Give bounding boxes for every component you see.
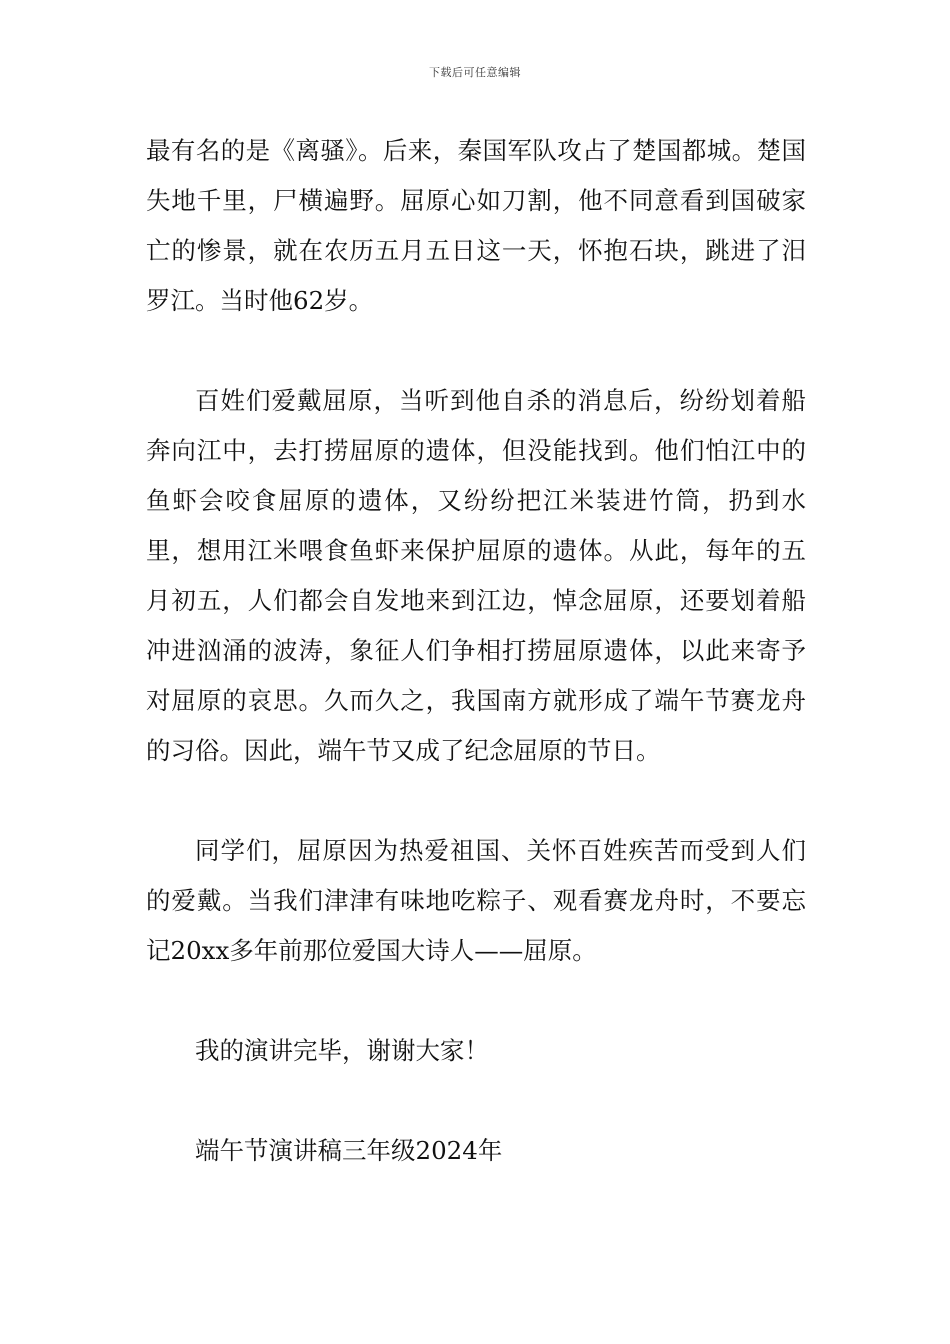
- paragraph-2: 百姓们爱戴屈原，当听到他自杀的消息后，纷纷划着船奔向江中，去打捞屈原的遗体，但没能找到。他们怕江中的鱼虾会咬食屈原的遗体，又纷纷把江米装进竹筒，扔到水里，想用江米喂食鱼虾来保护屈原的遗体。从此，每年的五月初五，人们都会自发地来到江边，悼念屈原，还要划着船冲进汹涌的波涛，象征人们争相打捞屈原遗体，以此来寄予对屈原的哀思。久而久之，我国南方就形成了端午节赛龙舟的习俗。因此，端午节又成了纪念屈原的节日。: [146, 386, 806, 765]
- paragraph-spacer: [146, 776, 806, 826]
- page-header: 下载后可任意编辑: [429, 66, 521, 79]
- paragraph-4: 我的演讲完毕，谢谢大家！: [195, 1036, 489, 1065]
- paragraph-spacer: [146, 1076, 806, 1126]
- paragraph-spacer: [146, 326, 806, 376]
- document-body: [146, 126, 806, 1176]
- paragraph-spacer: [146, 976, 806, 1026]
- section-title: 端午节演讲稿三年级2024年: [195, 1136, 503, 1165]
- paragraph-3: 同学们，屈原因为热爱祖国、关怀百姓疾苦而受到人们的爱戴。当我们津津有味地吃粽子、观看赛龙舟时，不要忘记20xx多年前那位爱国大诗人——屈原。: [146, 836, 806, 965]
- paragraph-1: 最有名的是《离骚》。后来，秦国军队攻占了楚国都城。楚国失地千里，尸横遍野。屈原心如刀割，他不同意看到国破家亡的惨景，就在农历五月五日这一天，怀抱石块，跳进了汨罗江。当时他62岁。: [146, 136, 806, 315]
